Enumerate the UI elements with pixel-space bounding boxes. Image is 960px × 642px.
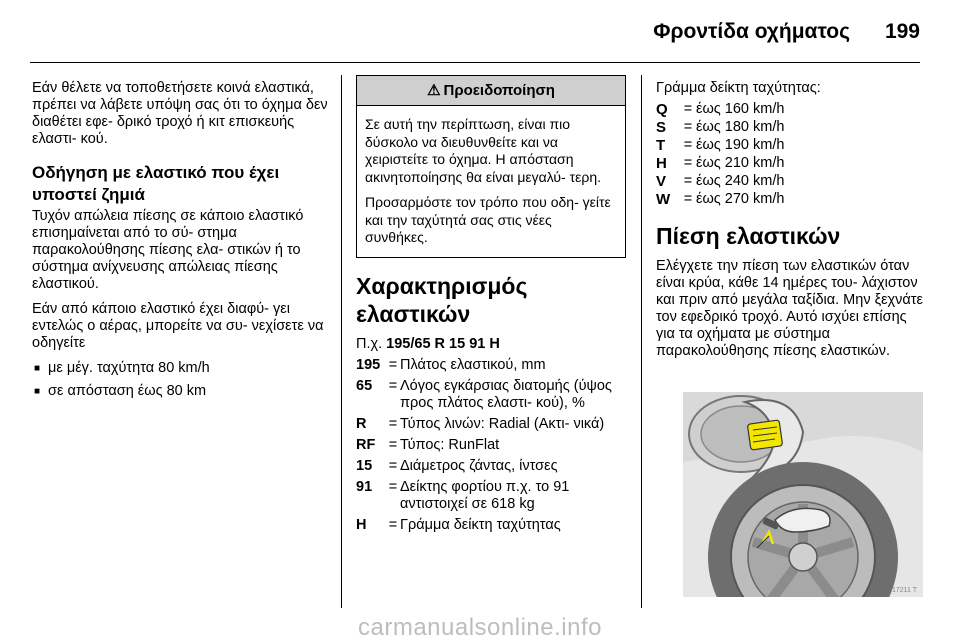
speed-value: έως 240 km/h (696, 173, 785, 189)
speed-value: έως 160 km/h (696, 101, 785, 117)
figure-number: 17211 T (891, 587, 917, 594)
list-item (32, 383, 330, 400)
page-header (0, 0, 960, 62)
tire-valve-illustration (683, 392, 923, 597)
def-key: R (356, 415, 367, 432)
list-item (32, 360, 330, 377)
speed-equals: = (683, 119, 693, 135)
speed-equals: = (683, 173, 693, 189)
def-key: RF (356, 436, 376, 453)
column-divider (641, 75, 642, 608)
speed-index-intro: Γράμμα δείκτη ταχύτητας: (656, 80, 821, 96)
def-value: Τύπος: RunFlat (400, 436, 500, 453)
column-right (656, 80, 926, 368)
speed-key: W (656, 191, 671, 208)
speed-key: H (656, 155, 667, 172)
speed-key: V (656, 173, 667, 190)
warning-body (357, 106, 625, 257)
bullet-square-icon: ■ (34, 363, 41, 374)
speed-index-list (656, 101, 926, 208)
speed-key: T (656, 137, 666, 154)
def-equals: = (388, 415, 398, 432)
page-number: 199 (884, 20, 920, 43)
def-value: Πλάτος ελαστικού, mm (400, 356, 546, 373)
def-value: Λόγος εγκάρσιας διατομής (ύψος προς πλάτος ελαστι- κού), % (400, 377, 612, 411)
speed-key: S (656, 119, 667, 136)
def-key: H (356, 516, 367, 533)
def-key: 65 (356, 377, 373, 394)
def-equals: = (388, 356, 398, 373)
column-divider (341, 75, 342, 608)
speed-equals: = (683, 191, 693, 207)
warning-paragraph: Προσαρμόστε τον τρόπο που οδη- γείτε και την ταχύτητά σας στις νέες συνθήκες. (365, 194, 611, 245)
def-equals: = (388, 377, 398, 394)
def-value: Δείκτης φορτίου π.χ. το 91 αντιστοιχεί σε 618 kg (400, 478, 570, 512)
watermark: carmanualsonline.info (358, 614, 602, 641)
speed-equals: = (683, 101, 693, 117)
def-key: 195 (356, 356, 381, 373)
def-value: Διάμετρος ζάντας, ίντσες (400, 457, 558, 474)
warning-triangle-icon: ⚠ (427, 82, 441, 99)
example-code: 195/65 R 15 91 H (386, 335, 500, 352)
intro-paragraph: Εάν θέλετε να τοποθετήσετε κοινά ελαστικά, πρέπει να λάβετε υπόψη σας ότι το όχημα δεν διαθέτει εφε- δρικό τροχό ή κιτ επισκευής ελαστι- κού. (32, 80, 328, 147)
warning-paragraph: Σε αυτή την περίπτωση, είναι πιο δύσκολο να διευθυνθείτε και να χειριστείτε το όχημα. Η απόσταση ακινητοποίησης θα είναι μεγαλύ- τερη. (365, 116, 602, 185)
speed-value: έως 180 km/h (696, 119, 785, 135)
example-prefix: Π.χ. (356, 335, 383, 352)
speed-key: Q (656, 101, 668, 118)
header-rule (30, 62, 920, 63)
column-left (32, 80, 330, 406)
continue-driving-paragraph: Εάν από κάποιο ελαστικό έχει διαφύ- γει εντελώς ο αέρας, μπορείτε να συ- νεχίσετε να οδηγείτε (32, 301, 324, 351)
section-title: Φροντίδα οχήματος (653, 20, 850, 43)
warning-title: Προειδοποίηση (443, 82, 555, 99)
damaged-tire-heading: Οδήγηση με ελαστικό που έχει υποστεί ζημιά (32, 163, 280, 204)
speed-equals: = (683, 137, 693, 153)
tire-code-example (356, 336, 626, 353)
tire-pressure-paragraph: Ελέγχετε την πίεση των ελαστικών όταν είναι κρύα, κάθε 14 ημέρες του- λάχιστον και πριν από μεγάλα ταξίδια. Μην ξεχνάτε τον εφεδρικό τροχό. Αυτό ισχύει επίσης για τα οχήματα με σύστημα παρακολούθησης πίεσης ελαστικών. (656, 258, 923, 359)
tire-code-definitions (356, 357, 626, 534)
tire-marking-heading: Χαρακτηρισμός ελαστικών (356, 272, 528, 327)
bullet-text: σε απόσταση έως 80 km (48, 383, 207, 399)
bullet-square-icon: ■ (34, 386, 41, 397)
warning-box (356, 75, 626, 258)
def-key: 91 (356, 478, 373, 495)
speed-value: έως 190 km/h (696, 137, 785, 153)
def-equals: = (388, 516, 398, 533)
def-equals: = (388, 436, 398, 453)
bullet-text: με μέγ. ταχύτητα 80 km/h (48, 360, 210, 376)
def-equals: = (388, 478, 398, 495)
speed-value: έως 210 km/h (696, 155, 785, 171)
warning-header (357, 76, 625, 106)
speed-equals: = (683, 155, 693, 171)
def-value: Γράμμα δείκτη ταχύτητας (400, 516, 561, 533)
illustration-graphic (683, 392, 923, 597)
tire-pressure-heading: Πίεση ελαστικών (656, 223, 841, 249)
def-equals: = (388, 457, 398, 474)
def-value: Τύπος λινών: Radial (Ακτι- νικά) (400, 415, 605, 432)
column-middle (356, 80, 626, 534)
speed-value: έως 270 km/h (696, 191, 785, 207)
def-key: 15 (356, 457, 373, 474)
pressure-loss-paragraph: Τυχόν απώλεια πίεσης σε κάποιο ελαστικό επισημαίνεται από το σύ- στημα παρακολούθησης πίεσης ελα- στικών ή το σύστημα ανίχνευσης απώλειας πίεσης ελαστικού. (32, 208, 304, 292)
